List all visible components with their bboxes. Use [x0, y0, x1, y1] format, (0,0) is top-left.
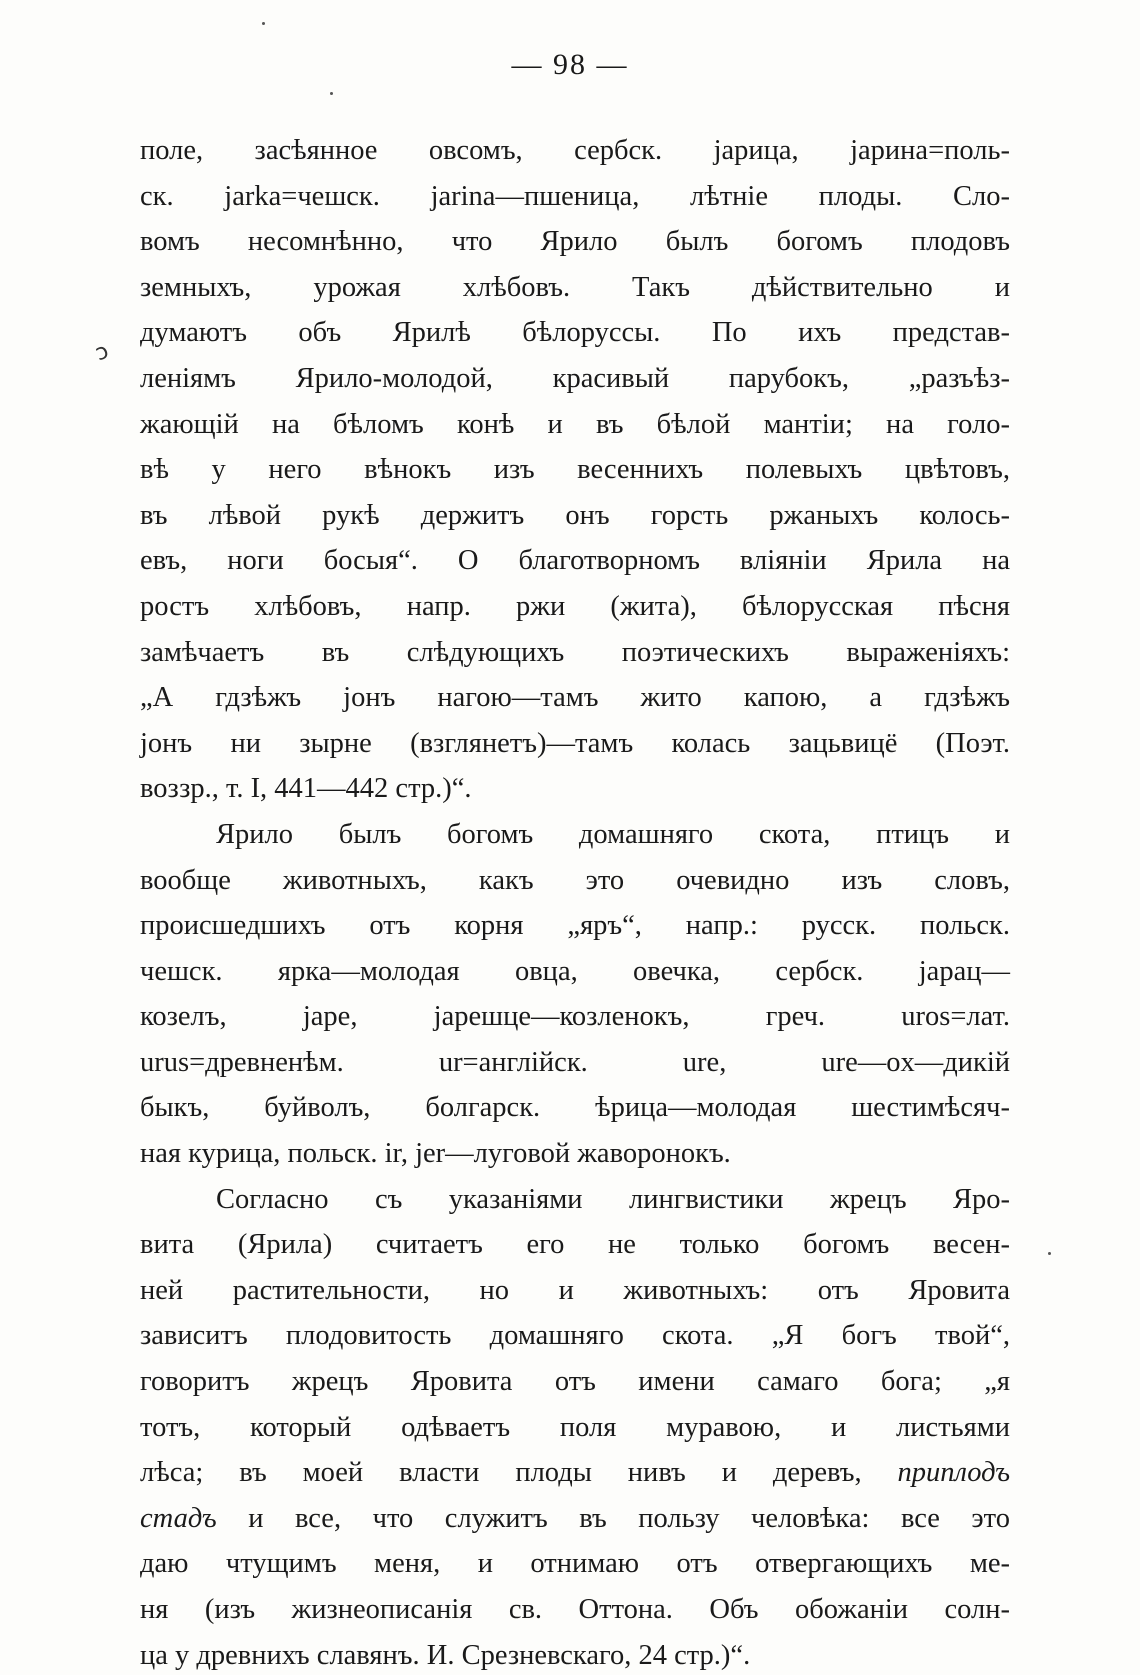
paragraph-3: [140, 1177, 1010, 1678]
text-line: ск. jarka=чешск. jarina—пшеница, лѣтніе плоды. Сло-: [140, 180, 1010, 212]
text-line: чешск. ярка—молодая овца, овечка, сербск. јарац—: [140, 955, 1010, 987]
text-line: вомъ несомнѣнно, что Ярило былъ богомъ плодовъ: [140, 226, 1010, 258]
italic-segment: стадъ: [140, 1502, 217, 1534]
text-line: вита (Ярила) считаетъ его не только богомъ весен-: [140, 1229, 1010, 1261]
text-line: жающій на бѣломъ конѣ и въ бѣлой мантіи; на голо-: [140, 408, 1010, 440]
text-line: козелъ, јаре, јарешце—козленокъ, греч. uros=лат.: [140, 1001, 1010, 1033]
text-line: Ярило былъ богомъ домашняго скота, птицъ и: [216, 818, 1010, 850]
text-line: urus=древненѣм. ur=англійск. ure, ure—ox—дикій: [140, 1046, 1010, 1078]
text-line: ростъ хлѣбовъ, напр. ржи (жита), бѣлорусская пѣсня: [140, 590, 1010, 622]
text-line: думаютъ объ Ярилѣ бѣлоруссы. По ихъ представ-: [140, 317, 1010, 349]
text-line: тотъ, который одѣваетъ поля муравою, и листьями: [140, 1411, 1010, 1443]
text-line: Согласно съ указаніями лингвистики жрецъ Яро-: [216, 1183, 1010, 1215]
text-line-with-italic: [140, 1496, 1010, 1542]
text-line: леніямъ Ярило-молодой, красивый парубокъ, „разъѣз-: [140, 362, 1010, 394]
text-line: евъ, ноги босыя“. О благотворномъ вліяніи Ярила на: [140, 545, 1010, 577]
text-line: ня (изъ жизнеописанія св. Оттона. Объ обожаніи солн-: [140, 1594, 1010, 1625]
text-line: вообще животныхъ, какъ это очевидно изъ словъ,: [140, 864, 1010, 896]
page-number: — 98 —: [511, 48, 629, 81]
italic-segment: приплодъ: [897, 1457, 1010, 1489]
margin-pencil-mark: ɔ: [92, 338, 113, 367]
text-segment: и все, что служитъ въ пользу человѣка: все это: [216, 1502, 1010, 1534]
text-line: происшедшихъ отъ корня „яръ“, напр.: русск. польск.: [140, 910, 1010, 942]
text-line-with-italic: [140, 1450, 1010, 1496]
text-line: зависитъ плодовитость домашняго скота. „Я богъ твой“,: [140, 1320, 1010, 1352]
text-line: поле, засѣянное овсомъ, сербск. јарица, јарина=поль-: [140, 135, 1010, 166]
text-line: „А гдзѣжъ јонъ нагою—тамъ жито капою, а гдзѣжъ: [140, 682, 1010, 714]
scan-speck: [1048, 1252, 1051, 1255]
text-line: земныхъ, урожая хлѣбовъ. Такъ дѣйствительно и: [140, 271, 1010, 303]
text-segment: лѣса; въ моей власти плоды нивъ и деревъ,: [140, 1457, 862, 1489]
text-line: вѣ у него вѣнокъ изъ весеннихъ полевыхъ цвѣтовъ,: [140, 454, 1010, 486]
text-line: воззр., т. I, 441—442 стр.)“.: [140, 773, 472, 805]
text-line: говоритъ жрецъ Яровита отъ имени самаго бога; „я: [140, 1366, 1010, 1398]
text-line: замѣчаетъ въ слѣдующихъ поэтическихъ выраженіяхъ:: [140, 636, 1010, 668]
scan-speck: [330, 92, 333, 95]
text-line: јонъ ни зырне (взглянетъ)—тамъ колась зацьвицё (Поэт.: [140, 727, 1010, 759]
text-body: [140, 128, 1010, 1678]
text-line: въ лѣвой рукѣ держитъ онъ горсть ржаныхъ колось-: [140, 499, 1010, 531]
text-line: ней растительности, но и животныхъ: отъ Яровита: [140, 1274, 1010, 1306]
text-line: даю чтущимъ меня, и отнимаю отъ отвергающихъ ме-: [140, 1548, 1010, 1580]
text-line: ная курица, польск. ir, jer—луговой жаворонокъ.: [140, 1138, 731, 1170]
text-line: ца у древнихъ славянъ. И. Срезневскаго, 24 стр.)“.: [140, 1639, 751, 1671]
paragraph-1: [140, 128, 1010, 812]
paragraph-2: [140, 812, 1010, 1177]
text-line: быкъ, буйволъ, болгарск. ѣрица—молодая шестимѣсяч-: [140, 1092, 1010, 1124]
scan-speck: [262, 22, 265, 25]
